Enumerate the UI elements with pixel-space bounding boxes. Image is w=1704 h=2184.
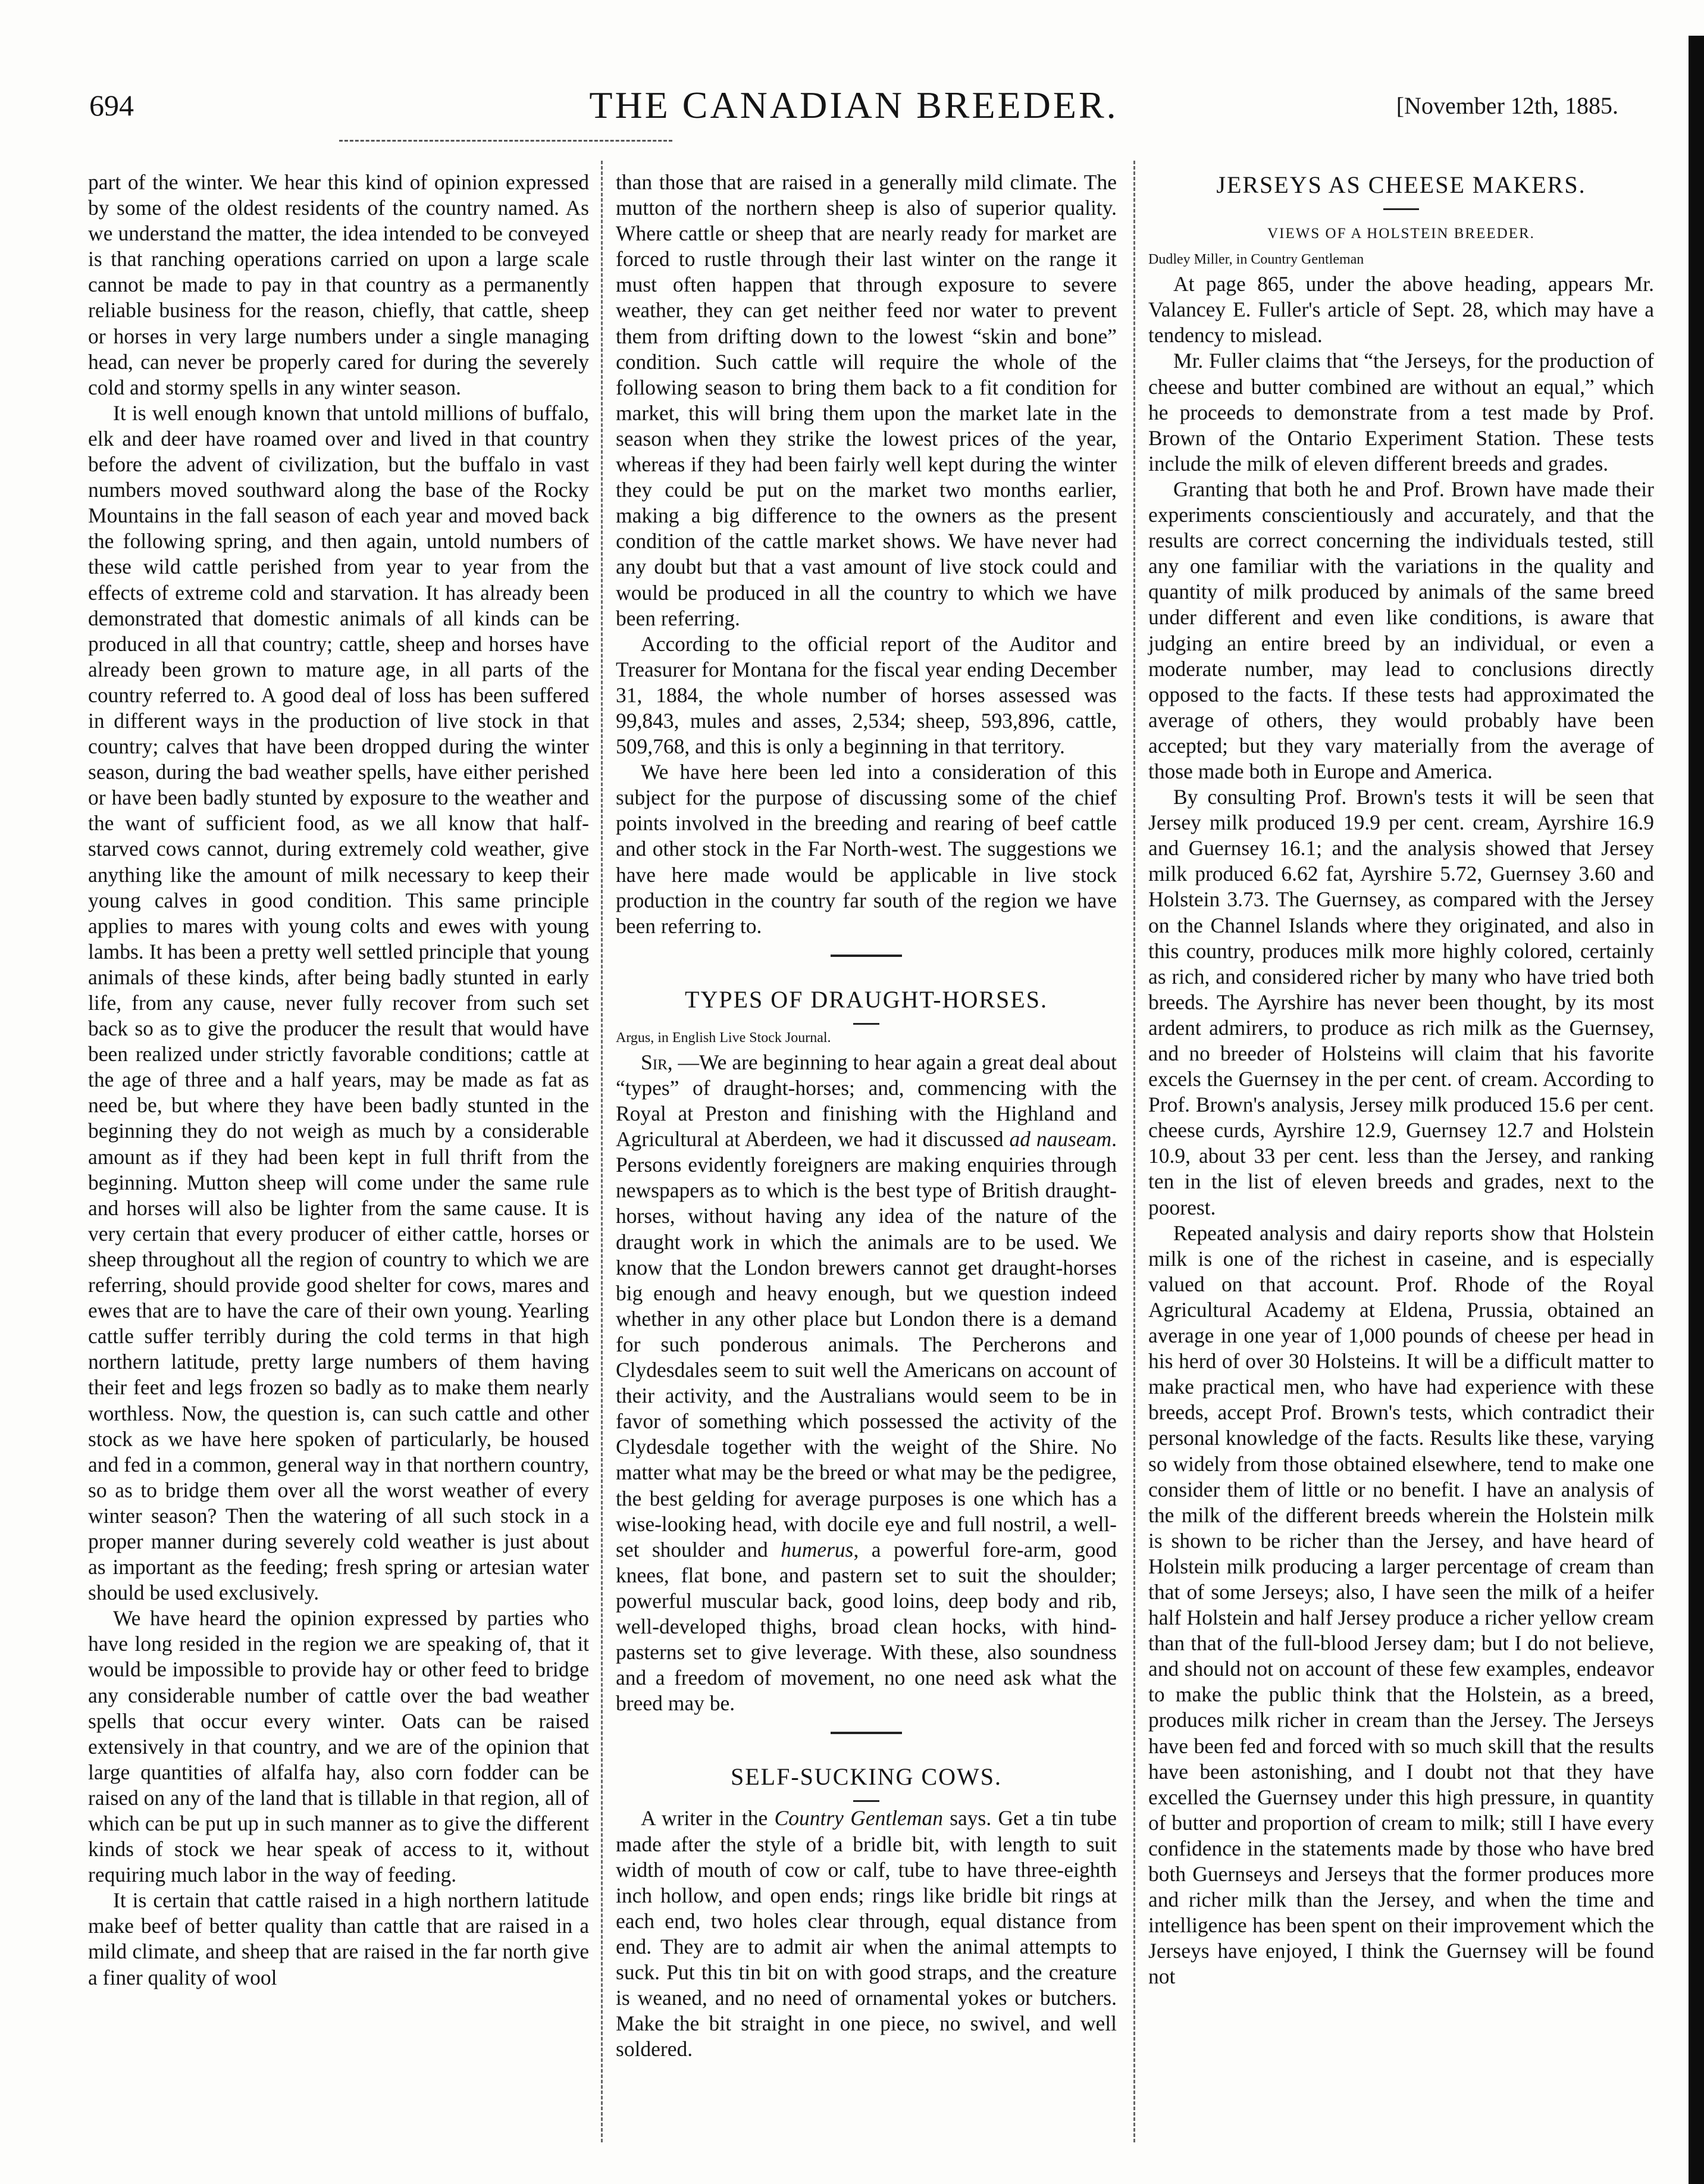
page-number: 694 bbox=[89, 89, 134, 122]
article-source: Dudley Miller, in Country Gentleman bbox=[1148, 252, 1364, 268]
masthead bbox=[89, 83, 1618, 131]
article-divider bbox=[831, 955, 902, 957]
article-divider bbox=[831, 1732, 902, 1734]
text-run: . Persons evidently foreigners are making enquiries through newspapers as to which is the best type of British draught-horses, without having any idea of the nature of the draught work in which the animals are to be used. We know that the London brewers cannot get draught-horses big enough and heavy enough, but we question indeed whether in any other place but London there is a demand for such ponderous animals. The Percherons and Clydesdales seem to suit well the Americans on account of their activity, and the Australians would seem to be in favor of something which possessed the activity of the Clydesdale together with the weight of the Shire. No matter what may be the breed or what may be the pedigree, the best gelding for average purposes is one which has a wise-looking head, with docile eye and full nostril, a well-set shoulder and bbox=[616, 1127, 1117, 1562]
column-separator bbox=[601, 161, 603, 2142]
column-1 bbox=[88, 170, 589, 1991]
paragraph: At page 865, under the above heading, appears Mr. Valancey E. Fuller's article of Sept. 28, which may have a tendency to mislead. bbox=[1148, 272, 1654, 348]
article-title-jerseys: JERSEYS AS CHEESE MAKERS. bbox=[1216, 171, 1586, 198]
italic-run: Country Gentleman bbox=[774, 1806, 943, 1831]
paragraph bbox=[616, 1806, 1117, 2062]
paragraph: Repeated analysis and dairy reports show that Holstein milk is one of the richest in caseine, and is especially valued on that account. Prof. Rhode of the Royal Agricultural Academy at Eldena, Prussia, obtained an average in one year of 1,000 pounds of cheese per head in his herd of over 30 Holsteins. It will be a difficult matter to make practical men, who have had experience with these breeds, accept Prof. Brown's tests, which contradict their personal knowledge of the facts. Results like these, varying so widely from those obtained elsewhere, tend to make one consider them of little or no benefit. I have an analysis of the milk of the different breeds wherein the Holstein milk is shown to be richer than the Jersey, and have heard of Holstein milk producing a larger percentage of cream than that of some Jerseys; also, I have seen the milk of a heifer half Holstein and half Jersey produce a richer yellow cream than that of the full-blood Jersey dam; but I do not believe, and should not on account of these few examples, endeavor to make the public think that the Holstein, as a breed, produces milk richer in cream than the Jersey. The Jerseys have been fed and forced with so much skill that the results have been astonishing, and I doubt not that they have excelled the Guernsey under this high pressure, in quantity of butter and proportion of cream to milk; still I have every confidence in the statements made by those who have bred both Guernseys and Jerseys that the former produces more and richer milk than the Jersey, and when the time and intelligence has been spent on their improvement which the Jerseys have enjoyed, I think the Guernsey will be found not bbox=[1148, 1221, 1654, 1989]
italic-run: humerus bbox=[781, 1537, 854, 1562]
text-run: says. Get a tin tube made after the style of a bridle bit, with length to suit width of mouth of cow or calf, tube to have three-eighth inch hollow, and open ends; rings like bridle bit rings at each end, two holes clear through, equal distance from end. They are to admit air when the animal attempts to suck. Put this tin bit on with good straps, and the creature is weaned, and no need of ornamental yokes or butchers. Make the bit straight in one piece, no swivel, and well soldered. bbox=[616, 1806, 1117, 2061]
article-source: Argus, in English Live Stock Journal. bbox=[616, 1030, 831, 1046]
salutation: Sir, bbox=[641, 1050, 673, 1074]
article-title-self-sucking-cows: SELF-SUCKING COWS. bbox=[730, 1763, 1003, 1791]
header-dashed-rule bbox=[339, 140, 672, 142]
paragraph: Mr. Fuller claims that “the Jerseys, for the production of cheese and butter combined are without an equal,” which he proceeds to demonstrate from a test made by Prof. Brown of the Ontario Experiment Station. These tests include the milk of eleven different breeds and grades. bbox=[1148, 349, 1654, 475]
text-run: , a powerful fore-arm, good knees, flat bone, and pastern set to suit the shoulder; powerful muscular back, good loins, deep body and rib, well-developed thighs, broad clean hocks, with hind-pasterns set to give leverage. With these, also soundness and a freedom of movement, no one need ask what the breed may be. bbox=[616, 1537, 1117, 1716]
text-run: —We are beginning to hear again a great deal about “types” of draught-horses; and, commencing with the Royal at Preston and finishing with the Highland and Agricultural at Aberdeen, we had it discussed bbox=[616, 1050, 1117, 1152]
column-3 bbox=[1148, 170, 1654, 1989]
title-rule bbox=[853, 1023, 879, 1025]
paragraph: Granting that both he and Prof. Brown have made their experiments conscientiously and accurately, and that the results are correct concerning the individuals tested, still any one familiar with the variations in the quality and quantity of milk produced by animals of the same breed under different and even like conditions, is aware that judging an entire breed by an individual, or even a moderate number, may lead to conclusions directly opposed to the facts. If these tests had approximated the average of others, they would probably have been accepted; but they vary materially from the average of those made both in Europe and America. bbox=[1148, 477, 1654, 783]
paragraph: By consulting Prof. Brown's tests it will be seen that Jersey milk produced 19.9 per cent. cream, Ayrshire 16.9 and Guernsey 16.1; and the analysis showed that Jersey milk produced 6.62 fat, Ayrshire 5.72, Guernsey 3.60 and Holstein 3.73. The Guernsey, as compared with the Jersey on the Channel Islands where they originated, and also in this country, produces milk more highly colored, certainly as rich, and considered richer by many who have tried both breeds. The Ayrshire has never been thought, by its most ardent admirers, to produce as rich milk as the Guernsey, and no breeder of Holsteins will claim that his favorite excels the Guernsey in the per cent. of cream. According to Prof. Brown's analysis, Jersey milk produced 15.6 per cent. cheese curds, Ayrshire 12.9, Guernsey 12.7 and Holstein 10.9, about 33 per cent. less than the Jersey, and ranking ten in the list of eleven breeds and grades, next to the poorest. bbox=[1148, 785, 1654, 1219]
article-subtitle: VIEWS OF A HOLSTEIN BREEDER. bbox=[1267, 226, 1535, 242]
paragraph: We have heard the opinion expressed by parties who have long resided in the region we are speaking of, that it would be impossible to provide hay or other feed to bridge any considerable number of cattle over the bad weather spells that occur every winter. Oats can be raised extensively in that country, and we are of the opinion that large quantities of alfalfa hay, also corn fodder can be raised on any of the land that is tillable in that region, all of which can be put up in such manner as to give the different kinds of stock we hear speak of access to it, without requiring much labor in the way of feeding. bbox=[88, 1606, 589, 1887]
paragraph: than those that are raised in a generally mild climate. The mutton of the northern sheep is also of superior quality. Where cattle or sheep that are nearly ready for market are forced to rustle through their last winter on the range it must often happen that through exposure to severe weather, they can get neither feed nor water to prevent them from drifting down to the lowest “skin and bone” condition. Such cattle will require the whole of the following season to bring them back to a fit condition for market, this will bring them upon the market late in the season when they strike the lowest prices of the year, whereas if they had been fairly well kept during the winter they could be put on the market two months earlier, making a big difference to the owners as the present condition of the cattle market shows. We have never had any doubt but that a vast amount of live stock could and would be produced in all the country to which we have been referring. bbox=[616, 170, 1117, 630]
newspaper-title: THE CANADIAN BREEDER. bbox=[589, 84, 1119, 126]
paragraph: We have here been led into a consideration of this subject for the purpose of discussing some of the chief points involved in the breeding and rearing of beef cattle and other stock in the Far North-west. The suggestions we have here made would be applicable in live stock production in the country far south of the region we have been referring to. bbox=[616, 760, 1117, 938]
paragraph: It is well enough known that untold millions of buffalo, elk and deer have roamed over and lived in that country before the advent of civilization, but the buffalo in vast numbers moved southward along the base of the Rocky Mountains in the fall season of each year and moved back the following spring, and then again, untold numbers of these wild cattle perished from year to year from the effects of extreme cold and starvation. It has already been demonstrated that domestic animals of all kinds can be produced in all that country; cattle, sheep and horses have already been grown to mature age, in all parts of the country referred to. A good deal of loss has been suffered in different ways in the production of live stock in that country; calves that have been dropped during the winter season, during the bad weather spells, have either perished or have been badly stunted by exposure to the weather and the want of sufficient food, as we all know that half-starved cows cannot, during extremely cold weather, give anything like the amount of milk necessary to keep their young calves in good condition. This same principle applies to mares with young colts and ewes with young lambs. It has been a pretty well settled principle that young animals of these kinds, after being badly stunted in early life, from any cause, never fully recover from such set back so as to give the producer the result that would have been realized under strictly favorable conditions; cattle at the age of three and a half years, may be made as fat as need be, but where they have been badly stunted in the beginning they do not weigh as much by a considerable amount as if they had been kept in full thrift from the beginning. Mutton sheep will come under the same rule and horses will also be lighter from the same cause. It is very certain that every producer of either cattle, horses or sheep throughout all the region of country to which we are referring, should provide good shelter for cows, mares and ewes that are to have the care of their own young. Yearling cattle suffer terribly during the cold terms in that high northern latitude, pretty large numbers of them having their feet and legs frozen so badly as to make them nearly worthless. Now, the question is, can such cattle and other stock as we have here spoken of particularly, be housed and fed in a common, general way in that northern country, so as to bridge them over all the worst weather of every winter season? Then the watering of all such stock in a proper manner during severely cold weather is just about as important as the feeding; fresh spring or artesian water should be used exclusively. bbox=[88, 400, 589, 1605]
italic-run: ad nauseam bbox=[1009, 1127, 1112, 1152]
issue-date: [November 12th, 1885. bbox=[1396, 92, 1618, 119]
title-rule bbox=[1383, 208, 1419, 210]
column-separator bbox=[1133, 161, 1135, 2142]
column-2 bbox=[616, 170, 1117, 2062]
paragraph: It is certain that cattle raised in a high northern latitude make beef of better quality than cattle that are raised in a mild climate, and sheep that are raised in the far north give a finer quality of wool bbox=[88, 1888, 589, 1989]
article-title-draught-horses: TYPES OF DRAUGHT-HORSES. bbox=[685, 985, 1048, 1013]
page-edge-bar bbox=[1689, 36, 1704, 2184]
paragraph: part of the winter. We hear this kind of opinion expressed by some of the oldest residents of the country named. As we understand the matter, the idea intended to be conveyed is that ranching operations carried on upon a large scale cannot be made to pay in that country as a permanently reliable business for the reason, chiefly, that cattle, sheep or horses in very large numbers under a single managing head, can never be properly cared for during the severely cold and stormy spells in any winter season. bbox=[88, 170, 589, 399]
text-run: A writer in the bbox=[641, 1806, 775, 1831]
paragraph bbox=[616, 1050, 1117, 1716]
title-rule bbox=[853, 1800, 879, 1802]
paragraph: According to the official report of the Auditor and Treasurer for Montana for the fiscal year ending December 31, 1884, the whole number of horses assessed was 99,843, mules and asses, 2,534; sheep, 593,896, cattle, 509,768, and this is only a beginning in that territory. bbox=[616, 631, 1117, 759]
